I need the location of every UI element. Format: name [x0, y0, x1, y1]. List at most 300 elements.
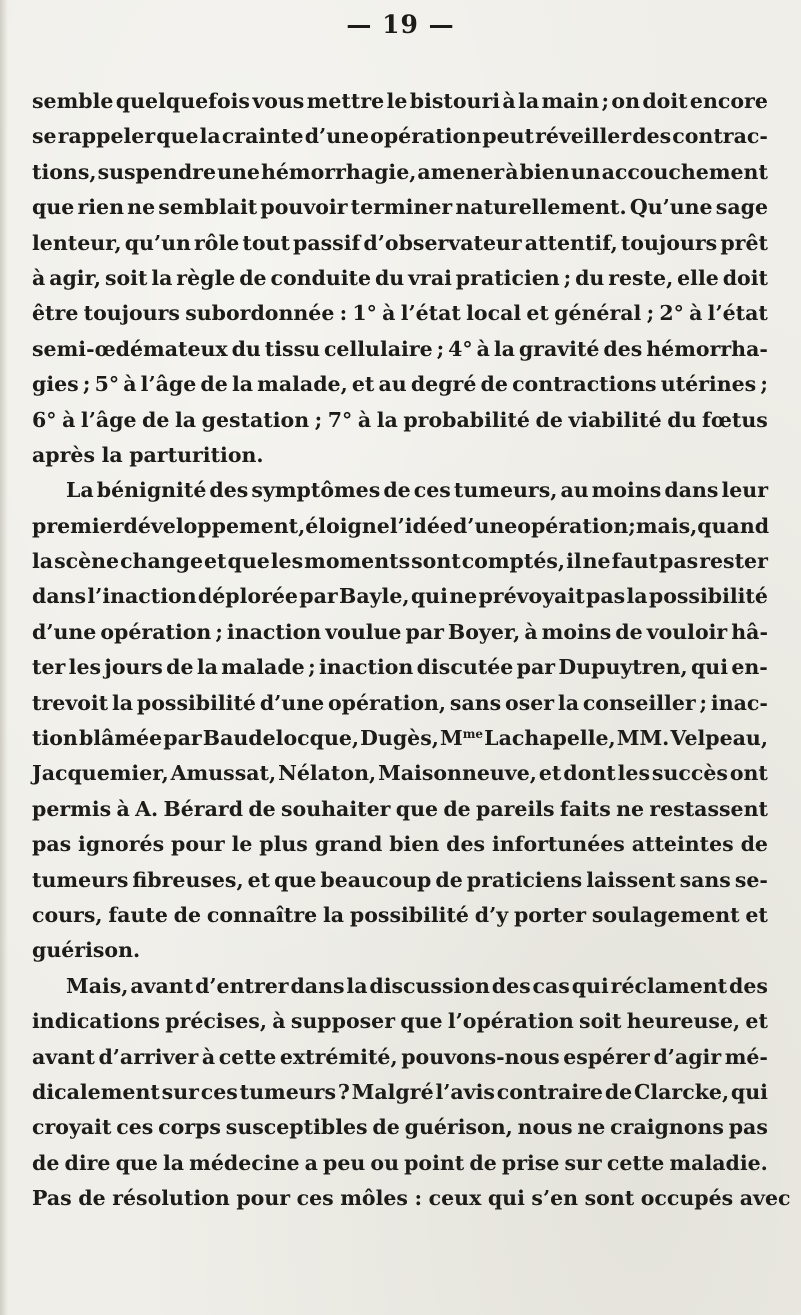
word: tout	[242, 230, 290, 255]
word: du	[374, 265, 405, 290]
word: ne	[582, 549, 611, 574]
word: que	[274, 867, 317, 892]
word: ne	[127, 195, 156, 220]
word: ;	[601, 89, 610, 113]
text-line	[32, 756, 768, 791]
word: trevoit	[32, 690, 109, 715]
word: de	[248, 796, 276, 821]
word: des	[491, 973, 531, 998]
word: 1°	[352, 301, 377, 326]
word: avec	[739, 1186, 791, 1211]
word: Lachapelle,	[484, 726, 616, 751]
word: de	[604, 1079, 633, 1104]
word: a	[304, 1150, 318, 1175]
word: Bérard	[163, 796, 244, 821]
word: de	[535, 407, 563, 432]
word: avant	[130, 973, 194, 998]
word: vouloir	[646, 619, 728, 644]
word: ne	[449, 584, 478, 609]
word: la	[376, 407, 398, 432]
word: par	[299, 584, 338, 609]
word: ces	[116, 1115, 154, 1140]
word: gravité	[518, 336, 600, 361]
word: gestation	[201, 407, 310, 432]
word: fibreuses,	[132, 867, 244, 892]
word: être	[32, 301, 79, 326]
text-line	[32, 969, 768, 1004]
word: attentif,	[524, 230, 618, 255]
word: accouchement	[601, 159, 768, 184]
word: des	[446, 832, 486, 857]
word: opération	[370, 124, 482, 149]
word: point	[404, 1150, 465, 1175]
word: pour	[236, 1186, 291, 1211]
word: amener	[417, 159, 505, 184]
word: des	[603, 336, 643, 361]
word: d’une	[452, 513, 518, 538]
word: grand	[314, 832, 383, 857]
word: que	[115, 1150, 158, 1175]
word: rien	[77, 195, 124, 220]
word: et	[351, 372, 375, 397]
word: la	[557, 690, 579, 715]
word: malade,	[257, 372, 348, 397]
text-line	[32, 1146, 768, 1181]
word: ter	[32, 655, 66, 680]
word: cette	[218, 1044, 277, 1069]
word: que	[395, 796, 439, 821]
word: Velpeau,	[670, 726, 768, 751]
word: peut	[482, 124, 534, 149]
word: ;	[308, 655, 316, 680]
text-line	[32, 1040, 768, 1075]
word: à	[32, 265, 46, 290]
word: ;	[314, 407, 323, 432]
word: Malgré	[351, 1079, 434, 1104]
word: cas	[532, 973, 570, 998]
word: tumeurs,	[453, 478, 558, 503]
word: à	[116, 796, 130, 821]
word: porter	[513, 902, 587, 927]
word: 2°	[659, 301, 684, 326]
word: de	[78, 1186, 106, 1211]
word: et	[745, 902, 768, 927]
word: la	[111, 690, 134, 715]
text-line	[32, 792, 768, 827]
word: guérison,	[404, 1115, 513, 1140]
word: l’état	[400, 301, 461, 326]
word: de	[443, 796, 471, 821]
word: dicalement	[32, 1079, 160, 1104]
word: praticien	[455, 265, 560, 290]
word: connaître	[206, 902, 318, 927]
word: agir,	[49, 265, 102, 290]
text-line	[32, 332, 768, 367]
word: la	[151, 265, 173, 290]
text-line	[32, 615, 768, 650]
word: de	[480, 372, 508, 397]
word: encore	[689, 89, 768, 113]
word: à	[201, 1044, 216, 1069]
word: pareils	[476, 796, 555, 821]
word: Amussat,	[170, 761, 277, 786]
word: pouvons-nous	[401, 1044, 560, 1069]
word: et	[247, 867, 271, 892]
word: des	[209, 478, 249, 503]
text-line	[32, 686, 768, 721]
word: qui	[571, 973, 609, 998]
word: général	[554, 301, 642, 326]
word: qui	[690, 655, 728, 680]
word: conduite	[270, 265, 372, 290]
word: ;	[646, 301, 655, 326]
text-line	[32, 1110, 768, 1145]
word: de	[740, 832, 768, 857]
word: possibilité	[349, 902, 469, 927]
text-line	[32, 119, 768, 154]
word: ;	[760, 372, 768, 397]
word: développement,	[123, 513, 306, 538]
word: 7°	[327, 407, 353, 432]
word: moins	[541, 619, 612, 644]
word: faut	[611, 549, 659, 574]
word: à	[123, 372, 137, 397]
word: local	[466, 301, 522, 326]
word: qui	[487, 1186, 525, 1211]
text-line	[32, 155, 768, 190]
word: de	[32, 1150, 60, 1175]
word: restassent	[649, 796, 768, 821]
word: dont	[563, 761, 616, 786]
word: semble	[32, 89, 114, 113]
word: les	[68, 655, 102, 680]
word: Nélaton,	[278, 761, 377, 786]
word: des	[729, 973, 768, 998]
word: conseiller	[582, 690, 696, 715]
word: souhaiter	[281, 796, 391, 821]
word: rôle	[193, 230, 240, 255]
word: vous	[252, 89, 305, 113]
text-line	[32, 650, 768, 685]
word: infortunées	[491, 832, 625, 857]
word: possibilité	[136, 690, 256, 715]
word: contrac-	[672, 124, 768, 149]
word: tumeurs	[239, 1079, 336, 1104]
word: ;	[215, 619, 223, 644]
word: toujours	[620, 230, 718, 255]
word: espérer	[563, 1044, 650, 1069]
word: Maisonneuve,	[378, 761, 537, 786]
word: Jacquemier,	[32, 761, 169, 786]
word: mé-	[724, 1044, 768, 1069]
word: semi-œdémateux	[32, 336, 228, 361]
word: dans	[32, 584, 87, 609]
word: 4°	[448, 336, 473, 361]
word: :	[339, 301, 348, 326]
word: vrai	[408, 265, 452, 290]
word: résolution	[112, 1186, 230, 1211]
word: ?	[337, 1079, 350, 1104]
word: dans	[664, 478, 719, 503]
word: plus	[259, 832, 308, 857]
word: terminer	[350, 195, 453, 220]
word: par	[516, 655, 556, 680]
word: d’une	[32, 619, 97, 644]
text-line	[32, 438, 768, 473]
word: ont	[729, 761, 768, 786]
word: blâmée	[78, 726, 163, 751]
word: faits	[559, 796, 611, 821]
word: réclament	[610, 973, 728, 998]
word: en-	[731, 655, 768, 680]
word: s’en	[531, 1186, 579, 1211]
word: l’état	[707, 301, 768, 326]
word: scène	[54, 549, 120, 574]
word: malade	[221, 655, 305, 680]
word: 6°	[32, 407, 57, 432]
word: du	[231, 336, 261, 361]
word: hâ-	[731, 619, 768, 644]
word: à	[357, 407, 372, 432]
word: des	[632, 124, 672, 149]
word: déplorée	[197, 584, 298, 609]
word: opération,	[327, 690, 447, 715]
word: beaucoup	[320, 867, 432, 892]
word: pas	[728, 1115, 768, 1140]
word: passif	[293, 230, 361, 255]
page-number: — 19 —	[346, 10, 455, 39]
word: le	[231, 832, 253, 857]
word: la	[174, 407, 197, 432]
word: de	[435, 867, 463, 892]
word: soit	[104, 265, 148, 290]
word: degré	[410, 372, 477, 397]
word: doit	[722, 265, 768, 290]
word: atteintes	[631, 832, 734, 857]
text-line	[32, 1181, 791, 1216]
word: ;	[563, 265, 572, 290]
word: du	[667, 407, 697, 432]
word: l’opération	[447, 1009, 574, 1034]
word: qui	[730, 1079, 768, 1104]
word: quand	[697, 513, 770, 538]
word: tion	[32, 726, 78, 751]
word: peu	[323, 1150, 366, 1175]
word: après	[32, 442, 96, 467]
word: pouvoir	[260, 195, 348, 220]
word: éloigne	[305, 513, 390, 538]
word: heureuse,	[626, 1009, 741, 1034]
word: prévoyait	[478, 584, 585, 609]
paragraph-p1	[32, 84, 768, 473]
word: la	[162, 1150, 185, 1175]
word: gies	[32, 372, 79, 397]
text-line	[32, 190, 768, 225]
page-binding-edge	[0, 0, 8, 1315]
word: ignorés	[78, 832, 165, 857]
word: d’une	[304, 124, 370, 149]
word: voulue	[325, 619, 402, 644]
word: sans	[679, 867, 731, 892]
word: change	[120, 549, 204, 574]
word: inac-	[710, 690, 768, 715]
word: ne	[577, 1115, 606, 1140]
word: soit	[579, 1009, 622, 1034]
text-line	[32, 509, 768, 544]
word: de	[166, 655, 194, 680]
word: de	[142, 407, 170, 432]
word: dire	[64, 1150, 111, 1175]
word: à	[524, 619, 538, 644]
word: ;	[699, 690, 708, 715]
word: mettre	[306, 89, 385, 113]
word: hémorrha-	[646, 336, 768, 361]
word: pour	[170, 832, 225, 857]
word: la	[626, 584, 648, 609]
word: bistouri	[409, 89, 501, 113]
word: tissu	[264, 336, 321, 361]
word: l’idée	[389, 513, 453, 538]
word: et	[526, 301, 549, 326]
word: inaction	[319, 655, 414, 680]
word: que	[400, 1009, 443, 1034]
word: possibilité	[648, 584, 768, 609]
text-line	[32, 296, 768, 331]
word: précises,	[165, 1009, 267, 1034]
word: la	[518, 89, 540, 113]
word: cellulaire	[323, 336, 433, 361]
word: tions,	[32, 159, 97, 184]
word: sont	[411, 549, 461, 574]
word: tumeurs	[32, 867, 129, 892]
word: La	[66, 478, 94, 503]
word: par	[405, 619, 444, 644]
word: le	[386, 89, 408, 113]
word: prêt	[720, 230, 768, 255]
word: contraire	[496, 1079, 603, 1104]
word: qu’un	[124, 230, 191, 255]
word: quelquefois	[115, 89, 250, 113]
text-line	[32, 1004, 768, 1039]
word: contractions	[512, 372, 657, 397]
word: pas	[32, 832, 72, 857]
paragraph-p2	[32, 473, 768, 968]
word: supposer	[290, 1009, 395, 1034]
word: maladie.	[669, 1150, 768, 1175]
word: $M^{me}$	[440, 726, 484, 751]
word: cette	[606, 1150, 665, 1175]
word: l’âge	[80, 407, 137, 432]
word: de	[173, 902, 202, 927]
word: par	[163, 726, 202, 751]
word: que	[156, 124, 199, 149]
word: on	[611, 89, 640, 113]
word: toujours	[83, 301, 180, 326]
word: se-	[734, 867, 768, 892]
word: les	[617, 761, 650, 786]
text-line	[32, 261, 768, 296]
word: réveiller	[535, 124, 632, 149]
word: Mais,	[66, 973, 129, 998]
word: à	[502, 89, 516, 113]
word: Pas	[32, 1186, 72, 1211]
word: Qu’une	[629, 195, 713, 220]
word: à	[505, 159, 519, 184]
word: Baudelocque,	[202, 726, 360, 751]
word: bien	[519, 159, 570, 184]
word: praticiens	[466, 867, 583, 892]
word: reste,	[608, 265, 674, 290]
word: de	[239, 265, 267, 290]
word: l’inaction	[87, 584, 197, 609]
word: du	[575, 265, 605, 290]
text-line	[32, 827, 768, 862]
word: de	[383, 478, 411, 503]
text-line	[32, 367, 768, 402]
word: règle	[176, 265, 236, 290]
word: symptômes	[251, 478, 381, 503]
word: sage	[715, 195, 768, 220]
text-line	[32, 898, 768, 933]
word: jours	[104, 655, 163, 680]
word: viabilité	[568, 407, 662, 432]
word: rester	[699, 549, 768, 574]
word: cours,	[32, 902, 103, 927]
word: guérison.	[32, 938, 141, 963]
word: sont	[584, 1186, 635, 1211]
word: l’avis	[435, 1079, 495, 1104]
word: bien	[389, 832, 440, 857]
word: la	[199, 124, 221, 149]
word: faute	[108, 902, 168, 927]
word: la	[196, 655, 218, 680]
word: discussion	[369, 973, 490, 998]
word: d’observateur	[363, 230, 522, 255]
word: d’y	[474, 902, 509, 927]
word: succès	[651, 761, 728, 786]
word: soulagement	[591, 902, 740, 927]
word: nous	[517, 1115, 573, 1140]
word: ces	[200, 1079, 238, 1104]
word: qui	[410, 584, 448, 609]
word: pas	[659, 549, 699, 574]
word: subordonnée	[185, 301, 335, 326]
word: l’âge	[140, 372, 197, 397]
word: utérines	[660, 372, 757, 397]
word: moments	[304, 549, 411, 574]
word: de	[469, 1150, 497, 1175]
word: Dupuytren,	[558, 655, 688, 680]
word: et	[538, 761, 562, 786]
word: permis	[32, 796, 112, 821]
word: discutée	[416, 655, 514, 680]
word: comptés,	[461, 549, 566, 574]
word: moins	[591, 478, 662, 503]
word: et	[204, 549, 227, 574]
word: probabilité	[403, 407, 530, 432]
word: Bayle,	[339, 584, 410, 609]
word: ;	[436, 336, 445, 361]
word: indications	[32, 1009, 160, 1034]
word: ;	[628, 513, 636, 538]
word: parturition.	[129, 442, 264, 467]
word: opération	[100, 619, 212, 644]
word: elle	[677, 265, 719, 290]
word: hémorrhagie,	[260, 159, 417, 184]
word: rappeler	[57, 124, 156, 149]
text-line	[32, 84, 768, 119]
text-line	[32, 933, 768, 968]
